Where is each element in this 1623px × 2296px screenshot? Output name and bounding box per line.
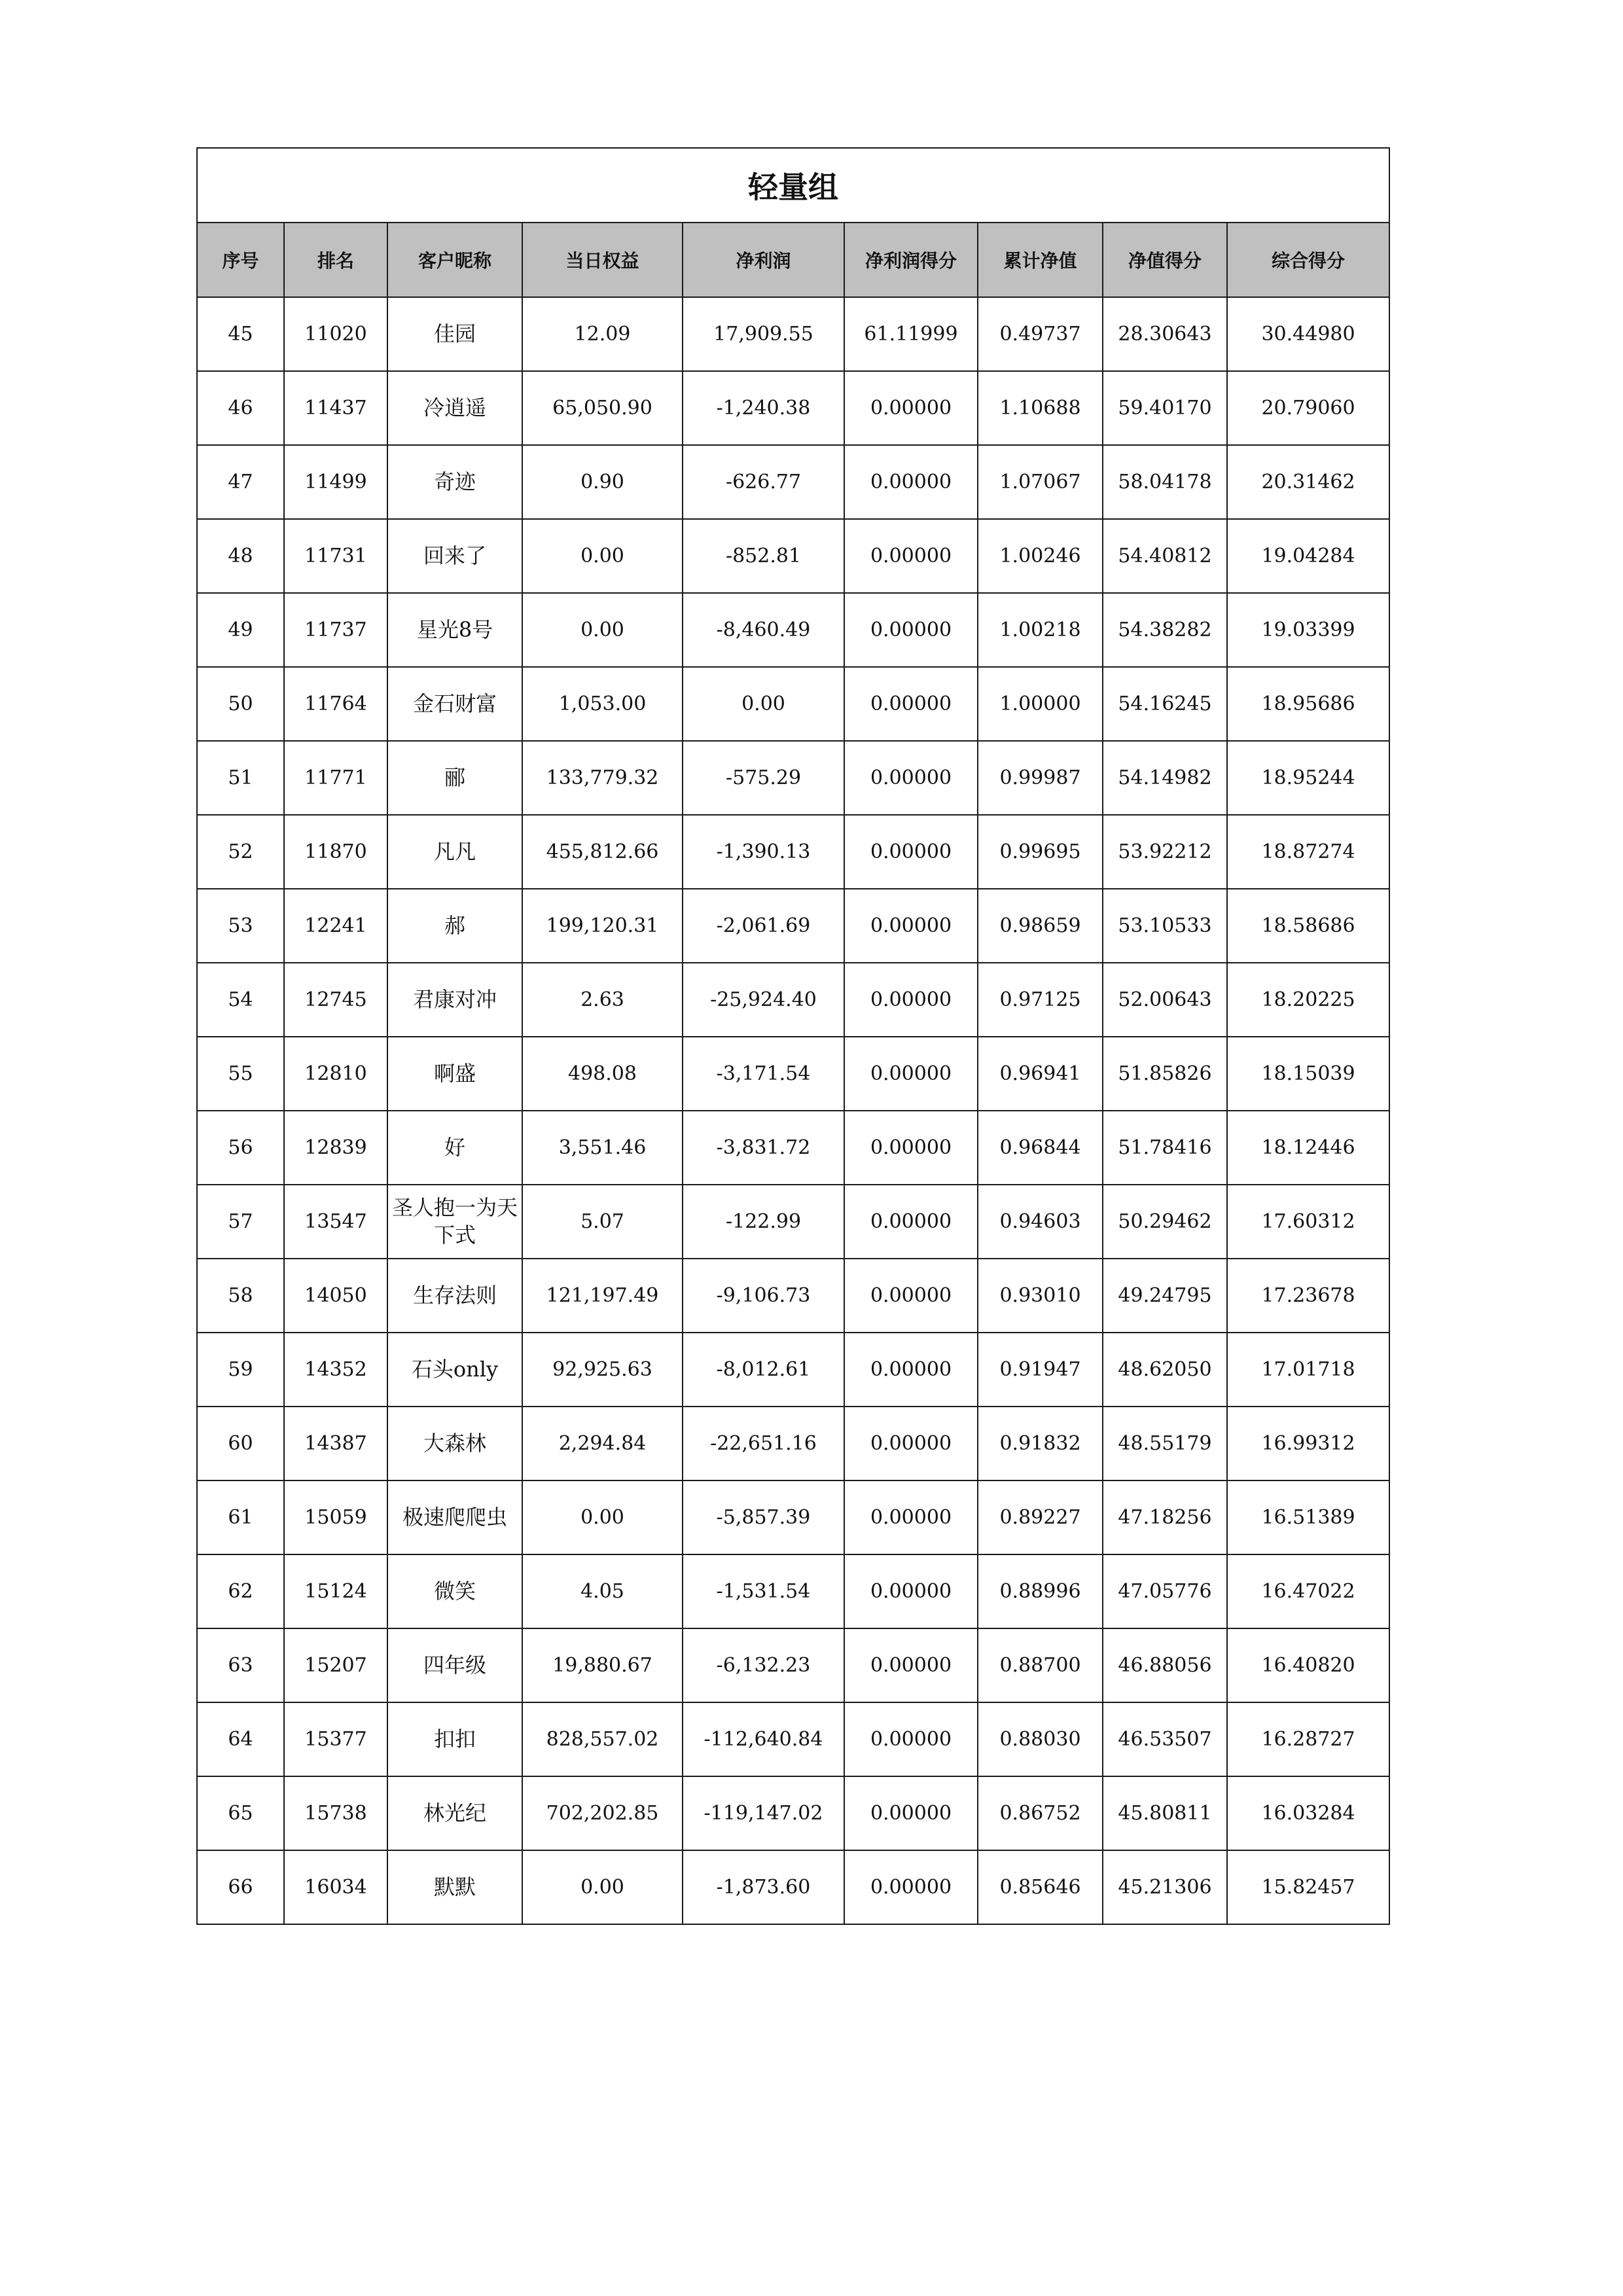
cell-nav-score: 28.30643	[1103, 297, 1227, 371]
table-row	[197, 1407, 1389, 1480]
cell-net-profit: -119,147.02	[683, 1776, 844, 1850]
cell-index: 57	[197, 1185, 284, 1259]
cell-equity: 0.00	[522, 1480, 683, 1554]
table-row	[197, 297, 1389, 371]
cell-index: 58	[197, 1259, 284, 1333]
cell-total-score: 17.01718	[1227, 1333, 1389, 1407]
cell-total-score: 20.31462	[1227, 445, 1389, 519]
table-row	[197, 1111, 1389, 1185]
cell-rank: 11771	[284, 741, 387, 815]
cell-net-profit: -3,831.72	[683, 1111, 844, 1185]
cell-net-profit: -8,012.61	[683, 1333, 844, 1407]
cell-profit-score: 0.00000	[844, 1480, 978, 1554]
cell-nav-score: 53.10533	[1103, 889, 1227, 963]
cell-nickname: 微笑	[387, 1554, 522, 1628]
cell-rank: 14387	[284, 1407, 387, 1480]
cell-nav: 0.96941	[978, 1037, 1103, 1111]
cell-nav: 0.98659	[978, 889, 1103, 963]
table-row	[197, 1702, 1389, 1776]
cell-total-score: 18.87274	[1227, 815, 1389, 889]
table-row	[197, 1628, 1389, 1702]
cell-index: 47	[197, 445, 284, 519]
cell-equity: 5.07	[522, 1185, 683, 1259]
cell-total-score: 15.82457	[1227, 1850, 1389, 1924]
cell-equity: 121,197.49	[522, 1259, 683, 1333]
cell-nav: 0.93010	[978, 1259, 1103, 1333]
cell-nav-score: 45.21306	[1103, 1850, 1227, 1924]
cell-rank: 16034	[284, 1850, 387, 1924]
cell-net-profit: -626.77	[683, 445, 844, 519]
cell-nav: 0.86752	[978, 1776, 1103, 1850]
cell-index: 55	[197, 1037, 284, 1111]
cell-total-score: 19.04284	[1227, 519, 1389, 593]
cell-nickname: 啊盛	[387, 1037, 522, 1111]
cell-rank: 14050	[284, 1259, 387, 1333]
cell-nickname: 回来了	[387, 519, 522, 593]
cell-nav: 0.91832	[978, 1407, 1103, 1480]
table-title: 轻量组	[197, 148, 1389, 223]
cell-index: 45	[197, 297, 284, 371]
cell-rank: 11870	[284, 815, 387, 889]
cell-profit-score: 0.00000	[844, 519, 978, 593]
cell-nav: 0.99987	[978, 741, 1103, 815]
cell-nickname: 金石财富	[387, 667, 522, 741]
cell-nav: 1.00218	[978, 593, 1103, 667]
cell-net-profit: -852.81	[683, 519, 844, 593]
cell-nickname: 凡凡	[387, 815, 522, 889]
table-row	[197, 519, 1389, 593]
column-header-equity: 当日权益	[522, 223, 683, 297]
cell-profit-score: 0.00000	[844, 667, 978, 741]
cell-equity: 498.08	[522, 1037, 683, 1111]
cell-equity: 3,551.46	[522, 1111, 683, 1185]
cell-net-profit: -8,460.49	[683, 593, 844, 667]
cell-net-profit: -22,651.16	[683, 1407, 844, 1480]
cell-nav-score: 48.55179	[1103, 1407, 1227, 1480]
cell-nav: 0.94603	[978, 1185, 1103, 1259]
cell-equity: 19,880.67	[522, 1628, 683, 1702]
cell-profit-score: 0.00000	[844, 593, 978, 667]
cell-equity: 4.05	[522, 1554, 683, 1628]
cell-nav-score: 58.04178	[1103, 445, 1227, 519]
cell-nickname: 大森林	[387, 1407, 522, 1480]
cell-index: 48	[197, 519, 284, 593]
cell-nickname: 林光纪	[387, 1776, 522, 1850]
column-header-nickname: 客户昵称	[387, 223, 522, 297]
column-header-index: 序号	[197, 223, 284, 297]
table-row	[197, 963, 1389, 1037]
cell-rank: 14352	[284, 1333, 387, 1407]
table-row	[197, 815, 1389, 889]
cell-profit-score: 0.00000	[844, 741, 978, 815]
table-row	[197, 889, 1389, 963]
cell-index: 56	[197, 1111, 284, 1185]
table-row	[197, 741, 1389, 815]
cell-nav-score: 54.14982	[1103, 741, 1227, 815]
cell-nav: 0.91947	[978, 1333, 1103, 1407]
cell-profit-score: 0.00000	[844, 1850, 978, 1924]
cell-total-score: 16.40820	[1227, 1628, 1389, 1702]
table-row	[197, 1480, 1389, 1554]
cell-net-profit: -122.99	[683, 1185, 844, 1259]
cell-profit-score: 0.00000	[844, 963, 978, 1037]
title-row	[197, 148, 1389, 223]
cell-rank: 15207	[284, 1628, 387, 1702]
cell-index: 63	[197, 1628, 284, 1702]
cell-equity: 133,779.32	[522, 741, 683, 815]
cell-total-score: 18.58686	[1227, 889, 1389, 963]
cell-nav-score: 54.38282	[1103, 593, 1227, 667]
cell-nickname: 郦	[387, 741, 522, 815]
table-row	[197, 1333, 1389, 1407]
column-header-rank: 排名	[284, 223, 387, 297]
table-row	[197, 667, 1389, 741]
cell-total-score: 30.44980	[1227, 297, 1389, 371]
cell-total-score: 16.99312	[1227, 1407, 1389, 1480]
cell-net-profit: -25,924.40	[683, 963, 844, 1037]
table-row	[197, 371, 1389, 445]
cell-nav: 0.89227	[978, 1480, 1103, 1554]
cell-rank: 11020	[284, 297, 387, 371]
cell-nav-score: 53.92212	[1103, 815, 1227, 889]
cell-index: 66	[197, 1850, 284, 1924]
cell-equity: 2,294.84	[522, 1407, 683, 1480]
cell-rank: 11437	[284, 371, 387, 445]
cell-total-score: 20.79060	[1227, 371, 1389, 445]
cell-rank: 11731	[284, 519, 387, 593]
column-header-net-profit: 净利润	[683, 223, 844, 297]
cell-nav-score: 47.05776	[1103, 1554, 1227, 1628]
cell-nickname: 佳园	[387, 297, 522, 371]
cell-index: 52	[197, 815, 284, 889]
column-header-nav: 累计净值	[978, 223, 1103, 297]
cell-profit-score: 0.00000	[844, 1185, 978, 1259]
cell-nav-score: 54.40812	[1103, 519, 1227, 593]
table-body	[197, 297, 1389, 1924]
cell-net-profit: -1,240.38	[683, 371, 844, 445]
cell-nav-score: 50.29462	[1103, 1185, 1227, 1259]
table-row	[197, 1850, 1389, 1924]
cell-nav: 0.88030	[978, 1702, 1103, 1776]
ranking-table	[196, 147, 1390, 1925]
cell-rank: 12745	[284, 963, 387, 1037]
cell-profit-score: 0.00000	[844, 815, 978, 889]
column-header-total-score: 综合得分	[1227, 223, 1389, 297]
cell-profit-score: 0.00000	[844, 1776, 978, 1850]
cell-net-profit: -1,390.13	[683, 815, 844, 889]
cell-rank: 15377	[284, 1702, 387, 1776]
cell-nav-score: 59.40170	[1103, 371, 1227, 445]
cell-nickname: 好	[387, 1111, 522, 1185]
cell-nav-score: 46.88056	[1103, 1628, 1227, 1702]
cell-nickname: 圣人抱一为天下式	[387, 1185, 522, 1259]
table-row	[197, 1185, 1389, 1259]
cell-rank: 11737	[284, 593, 387, 667]
table-row	[197, 1259, 1389, 1333]
cell-index: 61	[197, 1480, 284, 1554]
cell-index: 50	[197, 667, 284, 741]
cell-nickname: 石头only	[387, 1333, 522, 1407]
cell-profit-score: 0.00000	[844, 889, 978, 963]
cell-profit-score: 0.00000	[844, 1407, 978, 1480]
cell-equity: 828,557.02	[522, 1702, 683, 1776]
cell-equity: 0.00	[522, 593, 683, 667]
column-header-profit-score: 净利润得分	[844, 223, 978, 297]
cell-equity: 455,812.66	[522, 815, 683, 889]
cell-total-score: 17.23678	[1227, 1259, 1389, 1333]
cell-total-score: 18.12446	[1227, 1111, 1389, 1185]
cell-nickname: 君康对冲	[387, 963, 522, 1037]
cell-total-score: 18.20225	[1227, 963, 1389, 1037]
cell-total-score: 18.95244	[1227, 741, 1389, 815]
cell-rank: 11499	[284, 445, 387, 519]
table-row	[197, 1776, 1389, 1850]
cell-equity: 199,120.31	[522, 889, 683, 963]
column-header-nav-score: 净值得分	[1103, 223, 1227, 297]
cell-net-profit: 17,909.55	[683, 297, 844, 371]
cell-net-profit: -575.29	[683, 741, 844, 815]
cell-rank: 12241	[284, 889, 387, 963]
cell-profit-score: 0.00000	[844, 1554, 978, 1628]
cell-nickname: 极速爬爬虫	[387, 1480, 522, 1554]
cell-index: 62	[197, 1554, 284, 1628]
cell-index: 51	[197, 741, 284, 815]
cell-total-score: 19.03399	[1227, 593, 1389, 667]
cell-nav-score: 51.78416	[1103, 1111, 1227, 1185]
cell-nav-score: 46.53507	[1103, 1702, 1227, 1776]
cell-equity: 92,925.63	[522, 1333, 683, 1407]
cell-profit-score: 0.00000	[844, 1333, 978, 1407]
cell-profit-score: 61.11999	[844, 297, 978, 371]
cell-index: 64	[197, 1702, 284, 1776]
cell-net-profit: 0.00	[683, 667, 844, 741]
table-row	[197, 445, 1389, 519]
cell-nav-score: 52.00643	[1103, 963, 1227, 1037]
cell-nav: 0.96844	[978, 1111, 1103, 1185]
cell-total-score: 16.51389	[1227, 1480, 1389, 1554]
cell-nav-score: 51.85826	[1103, 1037, 1227, 1111]
cell-nav-score: 45.80811	[1103, 1776, 1227, 1850]
cell-nav: 1.00000	[978, 667, 1103, 741]
cell-rank: 12839	[284, 1111, 387, 1185]
table-row	[197, 1037, 1389, 1111]
cell-nickname: 生存法则	[387, 1259, 522, 1333]
cell-net-profit: -5,857.39	[683, 1480, 844, 1554]
header-row	[197, 223, 1389, 297]
cell-total-score: 18.95686	[1227, 667, 1389, 741]
cell-equity: 0.00	[522, 519, 683, 593]
cell-total-score: 16.47022	[1227, 1554, 1389, 1628]
cell-total-score: 16.28727	[1227, 1702, 1389, 1776]
cell-profit-score: 0.00000	[844, 445, 978, 519]
cell-rank: 13547	[284, 1185, 387, 1259]
table-row	[197, 593, 1389, 667]
cell-nickname: 四年级	[387, 1628, 522, 1702]
cell-net-profit: -112,640.84	[683, 1702, 844, 1776]
cell-nav: 0.88700	[978, 1628, 1103, 1702]
cell-net-profit: -1,873.60	[683, 1850, 844, 1924]
cell-nav: 1.07067	[978, 445, 1103, 519]
cell-nickname: 扣扣	[387, 1702, 522, 1776]
cell-profit-score: 0.00000	[844, 371, 978, 445]
cell-net-profit: -1,531.54	[683, 1554, 844, 1628]
cell-index: 49	[197, 593, 284, 667]
cell-index: 59	[197, 1333, 284, 1407]
cell-nav-score: 49.24795	[1103, 1259, 1227, 1333]
cell-rank: 11764	[284, 667, 387, 741]
cell-profit-score: 0.00000	[844, 1628, 978, 1702]
cell-equity: 12.09	[522, 297, 683, 371]
cell-nav: 0.97125	[978, 963, 1103, 1037]
cell-index: 65	[197, 1776, 284, 1850]
cell-index: 53	[197, 889, 284, 963]
cell-profit-score: 0.00000	[844, 1259, 978, 1333]
cell-nickname: 星光8号	[387, 593, 522, 667]
cell-nav: 0.99695	[978, 815, 1103, 889]
cell-rank: 15124	[284, 1554, 387, 1628]
cell-nav-score: 47.18256	[1103, 1480, 1227, 1554]
cell-profit-score: 0.00000	[844, 1702, 978, 1776]
cell-nav: 1.00246	[978, 519, 1103, 593]
cell-nav-score: 48.62050	[1103, 1333, 1227, 1407]
cell-rank: 15738	[284, 1776, 387, 1850]
cell-net-profit: -6,132.23	[683, 1628, 844, 1702]
cell-rank: 15059	[284, 1480, 387, 1554]
cell-equity: 2.63	[522, 963, 683, 1037]
cell-profit-score: 0.00000	[844, 1111, 978, 1185]
cell-equity: 0.00	[522, 1850, 683, 1924]
cell-total-score: 16.03284	[1227, 1776, 1389, 1850]
cell-profit-score: 0.00000	[844, 1037, 978, 1111]
cell-equity: 1,053.00	[522, 667, 683, 741]
cell-net-profit: -3,171.54	[683, 1037, 844, 1111]
cell-nav: 0.85646	[978, 1850, 1103, 1924]
cell-total-score: 17.60312	[1227, 1185, 1389, 1259]
cell-nickname: 奇迹	[387, 445, 522, 519]
cell-rank: 12810	[284, 1037, 387, 1111]
cell-index: 46	[197, 371, 284, 445]
cell-equity: 702,202.85	[522, 1776, 683, 1850]
cell-net-profit: -2,061.69	[683, 889, 844, 963]
cell-index: 60	[197, 1407, 284, 1480]
cell-nav: 1.10688	[978, 371, 1103, 445]
cell-nickname: 郝	[387, 889, 522, 963]
cell-nav-score: 54.16245	[1103, 667, 1227, 741]
cell-index: 54	[197, 963, 284, 1037]
cell-net-profit: -9,106.73	[683, 1259, 844, 1333]
cell-equity: 65,050.90	[522, 371, 683, 445]
cell-nickname: 冷逍遥	[387, 371, 522, 445]
cell-total-score: 18.15039	[1227, 1037, 1389, 1111]
cell-nav: 0.88996	[978, 1554, 1103, 1628]
cell-equity: 0.90	[522, 445, 683, 519]
table-row	[197, 1554, 1389, 1628]
cell-nav: 0.49737	[978, 297, 1103, 371]
cell-nickname: 默默	[387, 1850, 522, 1924]
